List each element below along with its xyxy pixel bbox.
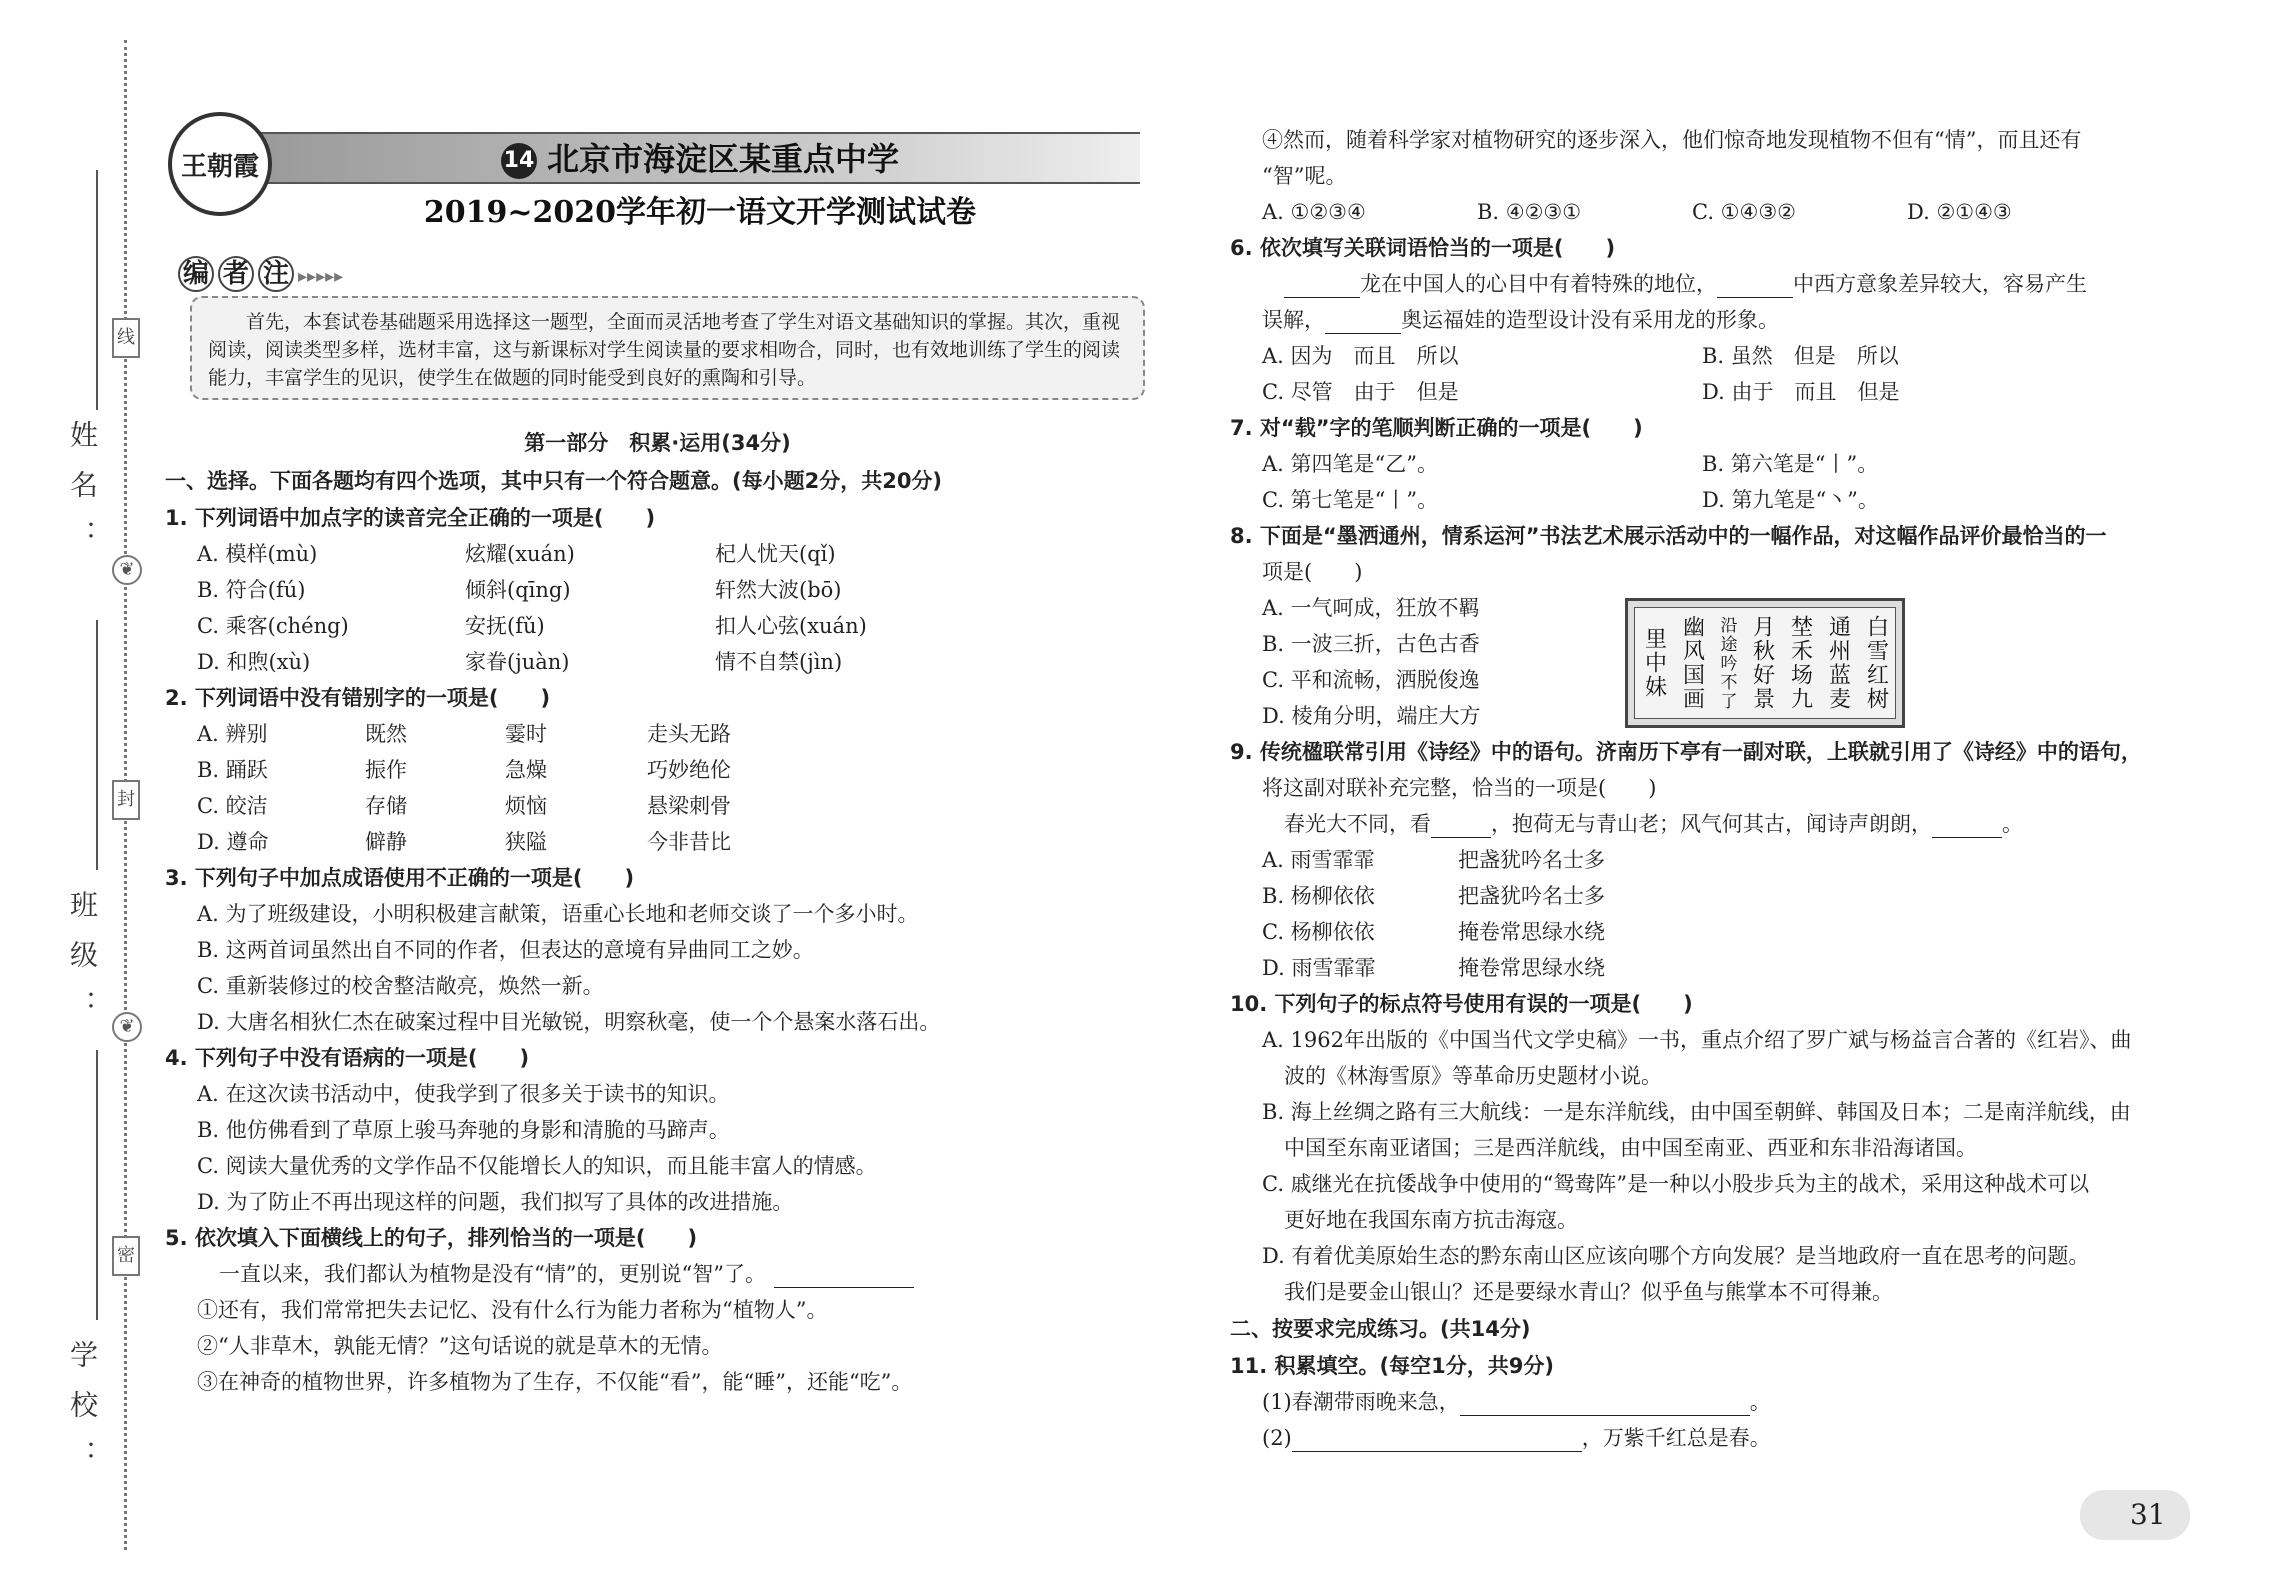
calligraphy-column: 白雪红树 xyxy=(1863,615,1889,711)
calligraphy-column: 埜禾场九 xyxy=(1787,615,1813,711)
q3-option: B. 这两首词虽然出自不同的作者，但表达的意境有异曲同工之妙。 xyxy=(197,938,814,962)
q10-option-cont: 更好地在我国东南方抗击海寇。 xyxy=(1284,1208,1578,1232)
calligraphy-paper xyxy=(1634,607,1896,719)
q6-options: A. 因为 而且 所以 B. 虽然 但是 所以 xyxy=(1262,344,1899,368)
q4-option: B. 他仿佛看到了草原上骏马奔驰的身影和清脆的马蹄声。 xyxy=(197,1118,730,1142)
q9-option: D. 雨雪霏霏 掩卷常思绿水绕 xyxy=(1262,956,1605,980)
q5-item: ③在神奇的植物世界，许多植物为了生存，不仅能“看”，能“睡”，还能“吃”。 xyxy=(197,1370,913,1394)
q9-option: A. 雨雪霏霏 把盏犹吟名士多 xyxy=(1262,848,1605,872)
q2-row: A. 辨别 既然 霎时 走头无路 xyxy=(197,722,731,746)
editor-note-char: 者 xyxy=(218,256,254,292)
name-label: 姓名： xyxy=(66,420,99,570)
q5-blank xyxy=(774,1264,914,1288)
q7-options: A. 第四笔是“乙”。 B. 第六笔是“丨”。 xyxy=(1262,452,1879,476)
school-write-line xyxy=(96,1050,98,1320)
q10-option-cont: 我们是要金山银山？还是要绿水青山？似乎鱼与熊掌本不可得兼。 xyxy=(1284,1280,1893,1304)
q7-options: C. 第七笔是“丨”。 D. 第九笔是“丶”。 xyxy=(1262,488,1879,512)
seal-char-1: 线 xyxy=(112,318,140,358)
logo-seal xyxy=(168,112,272,216)
paper-number: 14 xyxy=(501,143,537,179)
editor-note-char: 注 xyxy=(258,256,294,292)
q7-stem: 7. 对“载”字的笔顺判断正确的一项是( ) xyxy=(1230,416,1643,440)
q6-options: C. 尽管 由于 但是 D. 由于 而且 但是 xyxy=(1262,380,1900,404)
q8-option: D. 棱角分明，端庄大方 xyxy=(1262,704,1481,728)
q5-item-4-cont: “智”呢。 xyxy=(1262,164,1347,188)
calligraphy-column: 月秋好景 xyxy=(1749,615,1775,711)
page-number: 31 xyxy=(2130,1498,2166,1531)
section2-title: 二、按要求完成练习。(共14分) xyxy=(1230,1317,1531,1341)
seal-char-3: 密 xyxy=(112,1236,140,1276)
calligraphy-column: 通州蓝麦 xyxy=(1825,615,1851,711)
q10-option: A. 1962年出版的《中国当代文学史稿》一书，重点介绍了罗广斌与杨益言合著的《红岩》、曲 xyxy=(1262,1028,2132,1052)
q11-stem: 11. 积累填空。(每空1分，共9分) xyxy=(1230,1354,1554,1378)
calligraphy-artwork xyxy=(1625,598,1905,728)
q9-stem-cont: 将这副对联补充完整，恰当的一项是( ) xyxy=(1262,776,1657,800)
paper-title-text: 北京市海淀区某重点中学 xyxy=(546,140,899,178)
q2-row: D. 遵命 僻静 狭隘 今非昔比 xyxy=(197,830,731,854)
paper-title xyxy=(300,134,1100,184)
q10-option: B. 海上丝绸之路有三大航线：一是东洋航线，由中国至朝鲜、韩国及日本；二是南洋航线，由 xyxy=(1262,1100,2131,1124)
q4-option: A. 在这次读书活动中，使我学到了很多关于读书的知识。 xyxy=(197,1082,730,1106)
q1-row: A. 模样(mù) 炫耀(xuán) 杞人忧天(qǐ) xyxy=(197,542,836,566)
q10-stem: 10. 下列句子的标点符号使用有误的一项是( ) xyxy=(1230,992,1693,1016)
section1-title: 一、选择。下面各题均有四个选项，其中只有一个符合题意。(每小题2分，共20分) xyxy=(165,469,943,493)
q8-stem: 8. 下面是“墨洒通州，情系运河”书法艺术展示活动中的一幅作品，对这幅作品评价最恰当的一 xyxy=(1230,524,2107,548)
part1-title: 第一部分 积累·运用(34分) xyxy=(524,431,791,455)
q6-passage: 龙在中国人的心目中有着特殊的地位， 中西方意象差异较大，容易产生 xyxy=(1230,266,2230,302)
q3-option: C. 重新装修过的校舍整洁敞亮，焕然一新。 xyxy=(197,974,604,998)
paper-subtitle: 2019~2020学年初一语文开学测试试卷 xyxy=(423,195,977,230)
leaf-icon: ❦ xyxy=(112,555,142,585)
q10-option: D. 有着优美原始生态的黔东南山区应该向哪个方向发展？是当地政府一直在思考的问题。 xyxy=(1262,1244,2090,1268)
q3-stem: 3. 下列句子中加点成语使用不正确的一项是( ) xyxy=(165,866,635,890)
q4-option: C. 阅读大量优秀的文学作品不仅能增长人的知识，而且能丰富人的情感。 xyxy=(197,1154,877,1178)
class-write-line xyxy=(96,620,98,870)
right-column xyxy=(1230,122,2230,1456)
leaf-icon: ❦ xyxy=(112,1012,142,1042)
q1-stem: 1. 下列词语中加点字的读音完全正确的一项是( ) xyxy=(165,506,656,530)
calligraphy-column: 里中妹 xyxy=(1641,627,1667,699)
q9-stem: 9. 传统楹联常引用《诗经》中的语句。济南历下亭有一副对联，上联就引用了《诗经》中的语句， xyxy=(1230,740,2142,764)
logo-text: 王朝霞 xyxy=(180,151,259,182)
left-column xyxy=(165,424,1150,1400)
q10-option-cont: 波的《林海雪原》等革命历史题材小说。 xyxy=(1284,1064,1662,1088)
q3-option: A. 为了班级建设，小明积极建言献策，语重心长地和老师交谈了一个多小时。 xyxy=(197,902,919,926)
q8-stem-cont: 项是( ) xyxy=(1262,560,1363,584)
q1-row: D. 和煦(xù) 家眷(juàn) 情不自禁(jìn) xyxy=(197,650,843,674)
q5-lead: 一直以来，我们都认为植物是没有“情”的，更别说“智”了。 xyxy=(165,1256,1150,1292)
binding-strip xyxy=(0,0,150,1582)
school-label: 学校： xyxy=(66,1340,99,1490)
q8-option: A. 一气呵成，狂放不羁 xyxy=(1262,596,1480,620)
q9-couplet: 春光大不同，看 ，抱荷无与青山老；风气何其古，闻诗声朗朗， 。 xyxy=(1284,812,2023,836)
calligraphy-column: 沿途吟不了 xyxy=(1716,615,1737,711)
q4-option: D. 为了防止不再出现这样的问题，我们拟写了具体的改进措施。 xyxy=(197,1190,794,1214)
editor-note-label xyxy=(178,256,347,297)
q6-stem: 6. 依次填写关联词语恰当的一项是( ) xyxy=(1230,236,1616,260)
q11-blank-2: (2) ，万紫千红总是春。 xyxy=(1262,1426,1771,1450)
name-write-line xyxy=(96,170,98,410)
q10-option-cont: 中国至东南亚诸国；三是西洋航线，由中国至南亚、西亚和东非沿海诸国。 xyxy=(1284,1136,1977,1160)
q2-stem: 2. 下列词语中没有错别字的一项是( ) xyxy=(165,686,551,710)
q8-option: B. 一波三折，古色古香 xyxy=(1262,632,1480,656)
q6-passage: 误解， 奥运福娃的造型设计没有采用龙的形象。 xyxy=(1262,308,1779,332)
class-label: 班级： xyxy=(66,890,99,1040)
q5-item: ②“人非草木，孰能无情？”这句话说的就是草木的无情。 xyxy=(197,1334,723,1358)
editor-note-box xyxy=(190,296,1145,400)
q4-stem: 4. 下列句子中没有语病的一项是( ) xyxy=(165,1046,530,1070)
seal-char-2: 封 xyxy=(112,780,140,820)
q2-row: B. 踊跃 振作 急燥 巧妙绝伦 xyxy=(197,758,731,782)
q1-row: C. 乘客(chéng) 安抚(fǔ) 扣人心弦(xuán) xyxy=(197,614,867,638)
q3-option: D. 大唐名相狄仁杰在破案过程中目光敏锐，明察秋毫，使一个个悬案水落石出。 xyxy=(197,1010,941,1034)
calligraphy-column: 幽风国画 xyxy=(1679,615,1705,711)
q2-row: C. 皎洁 存储 烦恼 悬梁刺骨 xyxy=(197,794,731,818)
q5-item-4: ④然而，随着科学家对植物研究的逐步深入，他们惊奇地发现植物不但有“情”，而且还有 xyxy=(1262,128,2082,152)
q9-option: C. 杨柳依依 掩卷常思绿水绕 xyxy=(1262,920,1605,944)
q1-row: B. 符合(fú) 倾斜(qīng) 轩然大波(bō) xyxy=(197,578,842,602)
q11-blank-1: (1)春潮带雨晚来急， 。 xyxy=(1262,1390,1771,1414)
editor-note-text: 首先，本套试卷基础题采用选择这一题型，全面而灵活地考查了学生对语文基础知识的掌握。其次，重视阅读，阅读类型多样，选材丰富，这与新课标对学生阅读量的要求相吻合，同时，也有效地训练了学生的阅读能力，丰富学生的见识，使学生在做题的同时能受到良好的熏陶和引导。 xyxy=(208,311,1121,389)
arrow-icon: ▸▸▸▸▸ xyxy=(298,266,344,287)
q5-stem: 5. 依次填入下面横线上的句子，排列恰当的一项是( ) xyxy=(165,1226,698,1250)
q8-option: C. 平和流畅，洒脱俊逸 xyxy=(1262,668,1480,692)
q10-option: C. 戚继光在抗倭战争中使用的“鸳鸯阵”是一种以小股步兵为主的战术，采用这种战术可以 xyxy=(1262,1172,2090,1196)
editor-note-char: 编 xyxy=(178,256,214,292)
q5-item: ①还有，我们常常把失去记忆、没有什么行为能力者称为“植物人”。 xyxy=(197,1298,828,1322)
q5-options: A. ①②③④ B. ④②③① C. ①④③② D. ②①④③ xyxy=(1262,200,2012,224)
q9-option: B. 杨柳依依 把盏犹吟名士多 xyxy=(1262,884,1605,908)
